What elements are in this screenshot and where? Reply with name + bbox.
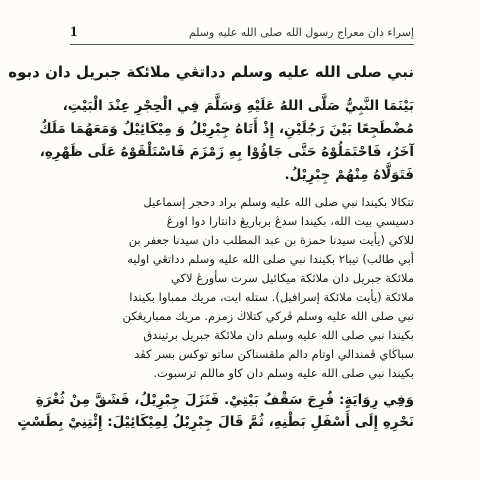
riwayah-text bbox=[17, 389, 414, 433]
riwayah-line: وَفِي رِوَايَةٍ: فُرِجَ سَقْفُ بَيْتِيْ. فَنَزَلَ جِبْرِيْلُ، فَشَقَّ مِنْ ثُغْرَةِ bbox=[35, 392, 414, 408]
translation-line: أبي طالب) تيبا٢ بكيندا نبي صلى الله عليه وسلم دداتڠي اوليه bbox=[127, 252, 414, 266]
translation-line: سباڬاي ڤمندالي اوتام دالم ملقسناكن ساتو توكس بسر كڤد bbox=[134, 347, 414, 361]
page-number: 1 bbox=[70, 23, 78, 40]
translation-line: نبي صلى الله عليه وسلم ڤركي كتلاڬ زمزم. مريك ممباريڠكن bbox=[122, 309, 414, 323]
section-heading: نبي صلى الله عليه وسلم دداتڠي ملائكة جبريل دان دبوه bbox=[8, 63, 414, 81]
translation-line: للاكي (يأيت سيدنا حمزة بن عبد المطلب دان سيدنا جعفر بن bbox=[128, 233, 414, 247]
running-title: إسراء دان معراج رسول الله صلى الله عليه وسلم bbox=[188, 25, 414, 39]
translation-line: بكيندا نبي صلى الله عليه وسلم دان كاو ماللم ترسبوت. bbox=[153, 366, 414, 380]
translation-line: دسيسي بيت الله، بكيندا سدڠ برباريڠ دانتارا دوا اورڠ bbox=[166, 214, 414, 228]
hadith-text bbox=[39, 95, 414, 187]
translation-line: ملائكة (يأيت ملائكة إسرافيل). ستله ايت، مريك ممباوا بكيندا bbox=[129, 290, 414, 304]
hadith-line: آخَرُ، فَاحْتَمَلُوْهُ حَتَّى جَاؤُوْا بِهِ زَمْزَمَ فَاسْتَلْقَوْهُ عَلَى ظَهْرِهِ، bbox=[39, 144, 414, 160]
translation-line: تتكالا بكيندا نبي صلى الله عليه وسلم براد دحجر إسماعيل bbox=[143, 195, 414, 209]
hadith-line: فَتَوَلَّاهُ مِنْهُمْ جِبْرِيْلُ. bbox=[284, 167, 414, 183]
jawi-translation bbox=[70, 193, 414, 383]
hadith-line: بَيْنَمَا النَّبِيُّ صَلَّى اللهُ عَلَيْهِ وَسَلَّمَ فِي الْحِجْرِ عِنْدَ الْبَيْتِ، bbox=[62, 98, 414, 114]
page-header bbox=[70, 20, 414, 45]
translation-line: ملائكة جبريل دان ملائكة ميكائيل سرت سأورڠ لاكي bbox=[170, 271, 414, 285]
translation-line: بكيندا نبي صلى الله عليه وسلم دان ملائكة جبريل برتيندق bbox=[143, 328, 414, 342]
hadith-line: مُضْطَجِعًا بَيْنَ رَجُلَيْنِ، إِذْ أَتَاهُ جِبْرِيْلُ وَ مِيْكَائِيْلُ وَمَعَهُمَا مَلَكٌ bbox=[39, 121, 414, 137]
riwayah-line: نَحْرِهِ إِلَى أَسْفَلِ بَطْنِهِ، ثُمَّ قَالَ جِبْرِيْلُ لِمِيْكَائِيْلَ: إِئْتِنِيْ بِطَسْتٍ bbox=[17, 414, 414, 430]
